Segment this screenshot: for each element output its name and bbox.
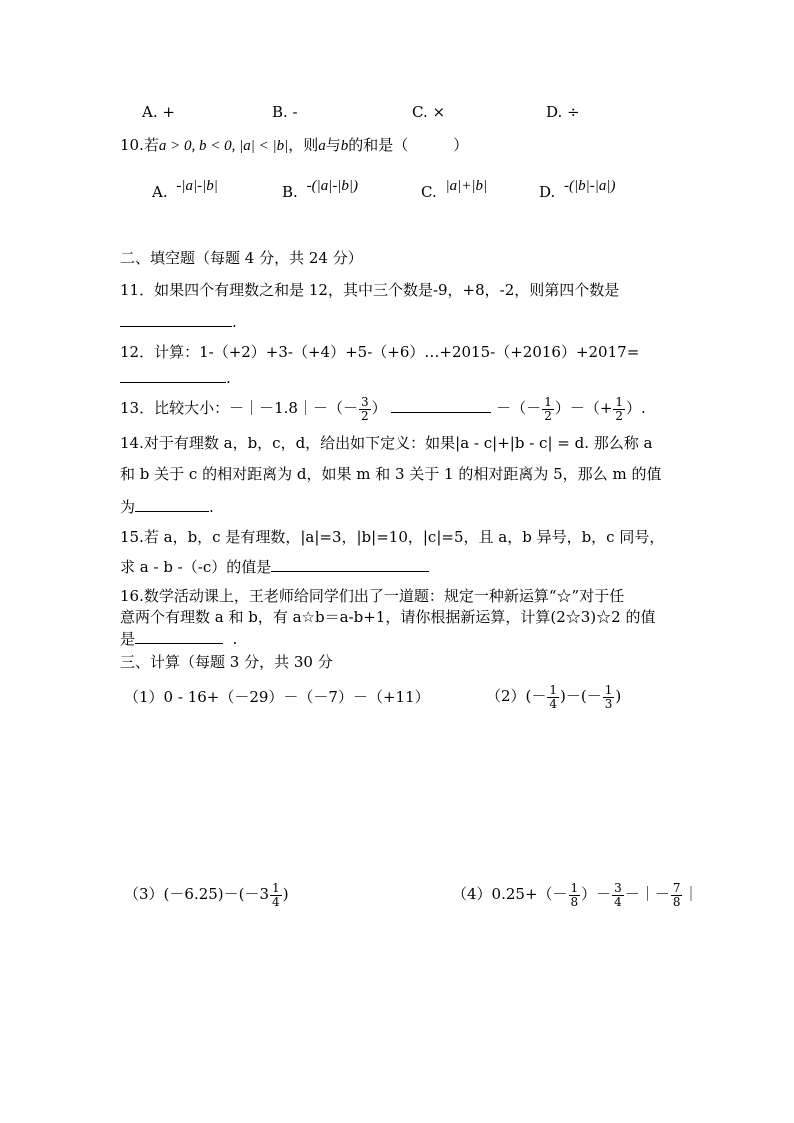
q13-fraction-3 <box>613 396 625 423</box>
q13-f3-den: 2 <box>615 408 624 423</box>
q14-line-3-text: 为 <box>120 498 136 516</box>
q10-var-a: a <box>318 138 326 154</box>
calc-1: （1）0 - 16+（－29）－（－7）－（+11） <box>124 688 430 706</box>
q10-option-c <box>421 178 488 203</box>
calc-4-f3-num: 7 <box>672 880 681 895</box>
q14-line-1: 14.对于有理数 a，b，c，d，给出如下定义：如果|a - c|+|b - c| = d. 那么称 a <box>120 434 653 452</box>
calc-3-fraction <box>270 882 282 909</box>
q11-answer-line: . <box>120 310 237 332</box>
q13-text <box>120 394 646 423</box>
q13-fraction-1 <box>359 396 371 423</box>
q14-blank[interactable] <box>135 495 209 512</box>
calc-4-f3-den: 8 <box>672 894 681 909</box>
q13-prefix: 13．比较大小：－｜－1.8｜－（－ <box>120 399 358 417</box>
q14-line-3: 为 . <box>120 495 214 517</box>
q10-condition: a > 0, b < 0, |a| < |b| <box>158 138 289 154</box>
calc-2-f2-num: 1 <box>604 682 613 697</box>
calc-4-f1-den: 8 <box>570 894 579 909</box>
q10-yu: 与 <box>325 136 341 154</box>
q13-f1-num: 3 <box>360 394 369 409</box>
q15-blank[interactable] <box>271 555 429 572</box>
q10-prefix: 10.若 <box>120 136 159 154</box>
calc-3 <box>124 878 289 910</box>
q13-mid: －（－ <box>496 399 542 417</box>
q15-line-1: 15.若 a，b，c 是有理数，|a|=3，|b|=10，|c|=5，且 a，b 异号，b，c 同号， <box>120 528 665 546</box>
calc-4-mid: ）－ <box>581 885 612 903</box>
q15-line-2-text: 求 a - b -（-c）的值是 <box>120 558 272 576</box>
calc-4-f1-num: 1 <box>570 880 579 895</box>
q14-line-2: 和 b 关于 c 的相对距离为 d，如果 m 和 3 关于 1 的相对距离为 5，那么 m 的值 <box>120 465 662 483</box>
q10-option-a-expr: -|a|-|b| <box>176 178 218 194</box>
calc-4-f2-num: 3 <box>614 880 622 895</box>
q10-option-a-label: A. <box>152 183 168 201</box>
q15-line-2 <box>120 555 429 577</box>
calc-2-fraction-1 <box>547 684 559 711</box>
section-2-heading: 二、填空题（每题 4 分，共 24 分） <box>120 249 363 267</box>
q13-f2-num: 1 <box>544 394 552 409</box>
q10-option-c-label: C. <box>421 183 437 201</box>
calc-4-fraction-2 <box>612 882 624 909</box>
q16-blank[interactable] <box>135 627 223 644</box>
calc-3-f-num: 1 <box>272 880 280 895</box>
calc-4-close: ｜ <box>683 885 699 903</box>
q10-option-b <box>282 178 359 203</box>
calc-3-label: （3） <box>124 885 164 903</box>
q12-answer-line: . <box>120 366 231 388</box>
q16-line-3-text: 是 <box>120 630 136 648</box>
calc-2-close: ) <box>615 687 622 705</box>
calc-2-f2-den: 3 <box>604 696 613 711</box>
q10-option-d-expr: -(|b|-|a|) <box>564 178 616 194</box>
calc-4-label: （4）0.25+（－ <box>452 885 568 903</box>
calc-3-expr: (－6.25)－(－3 <box>163 885 270 903</box>
q10-mid: ，则 <box>288 136 319 154</box>
q11-blank[interactable] <box>120 310 232 327</box>
q9-option-d: D. ÷ <box>546 103 580 121</box>
calc-3-close: ) <box>282 885 289 903</box>
q10-option-b-label: B. <box>282 183 298 201</box>
q10-var-b: b <box>340 138 349 154</box>
q9-option-a: A. + <box>142 103 175 121</box>
q12-text: 12．计算：1-（+2）+3-（+4）+5-（+6）…+2015-（+2016）+2017= <box>120 343 640 361</box>
q13-after3: ）. <box>626 399 646 417</box>
q12-blank[interactable] <box>120 366 226 383</box>
calc-4-mid2: －｜－ <box>624 885 670 903</box>
q13-f1-den: 2 <box>360 408 369 423</box>
q11-text: 11．如果四个有理数之和是 12，其中三个数是-9，+8，-2，则第四个数是 <box>120 281 620 299</box>
calc-2-fraction-2 <box>603 684 615 711</box>
q10-option-b-expr: -(|a|-|b|) <box>306 178 359 194</box>
q10-option-d-label: D. <box>539 183 556 201</box>
q10-stem <box>120 135 468 156</box>
calc-4-fraction-3 <box>671 882 683 909</box>
calc-2 <box>486 680 621 712</box>
calc-2-mid: )－(－ <box>560 687 602 705</box>
q13-f3-num: 1 <box>615 394 624 409</box>
q10-option-c-expr: |a|+|b| <box>445 178 488 194</box>
calc-2-f1-den: 4 <box>549 696 558 711</box>
q9-option-c: C. × <box>412 103 446 121</box>
q13-fraction-2 <box>542 396 554 423</box>
q9-option-b: B. - <box>272 103 298 121</box>
calc-3-f-den: 4 <box>272 894 280 909</box>
q13-after2: ）－（+ <box>554 399 613 417</box>
q13-after1: ） <box>371 399 387 417</box>
q10-option-a <box>152 178 218 203</box>
q13-f2-den: 2 <box>544 408 552 423</box>
q16-line-1: 16.数学活动课上，王老师给同学们出了一道题：规定一种新运算“☆”对于任 <box>120 587 625 605</box>
calc-2-label: （2） <box>486 687 526 705</box>
q10-tail: 的和是（ ） <box>348 136 469 154</box>
calc-2-open: (－ <box>525 687 547 705</box>
calc-2-f1-num: 1 <box>549 682 558 697</box>
calc-4 <box>452 878 698 910</box>
calc-4-fraction-1 <box>569 882 581 909</box>
q13-blank[interactable] <box>391 396 491 413</box>
calc-4-f2-den: 4 <box>614 894 622 909</box>
q16-line-2: 意两个有理数 a 和 b，有 a☆b＝a-b+1，请你根据新运算，计算(2☆3)☆2 的值 <box>120 608 656 626</box>
q16-line-3: 是 . <box>120 627 237 649</box>
q10-option-d <box>539 178 616 203</box>
section-3-heading: 三、计算（每题 3 分，共 30 分 <box>120 653 333 671</box>
